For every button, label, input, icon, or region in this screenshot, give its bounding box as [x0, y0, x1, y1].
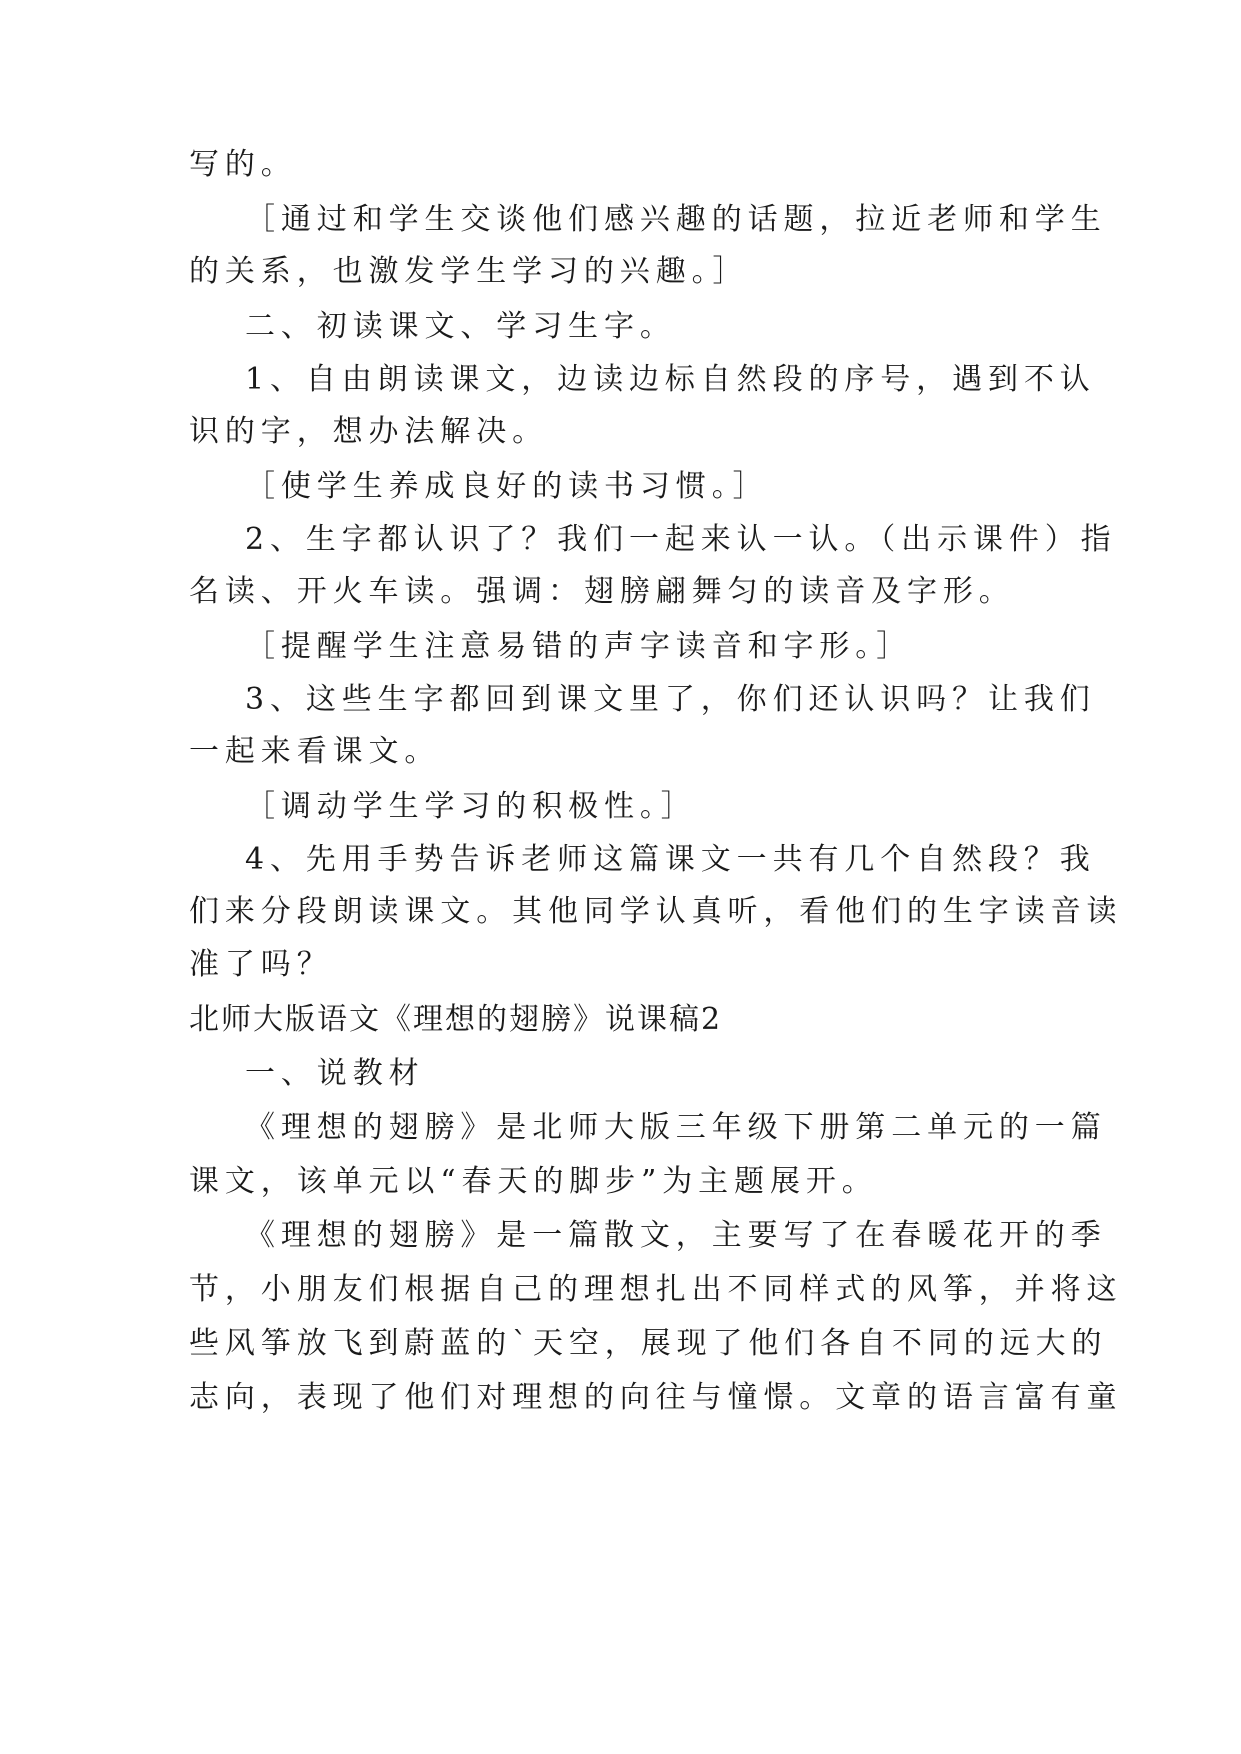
text-line: 课文，该单元以“春天的脚步”为主题展开。 [189, 1164, 878, 1199]
text-line: 《理想的翅膀》是一篇散文，主要写了在春暖花开的季 [245, 1218, 1107, 1253]
text-line: 2、生字都认识了？我们一起来认一认。（出示课件）指 [245, 522, 1117, 557]
text-line: ［通过和学生交谈他们感兴趣的话题，拉近老师和学生 [245, 202, 1107, 237]
text-line: 名读、开火车读。强调：翅膀翩舞匀的读音及字形。 [189, 574, 1015, 609]
text-line: 准了吗？ [189, 947, 333, 982]
text-line: 《理想的翅膀》是北师大版三年级下册第二单元的一篇 [245, 1110, 1107, 1145]
text-line: 3、这些生字都回到课文里了，你们还认识吗？让我们 [245, 682, 1096, 717]
section-heading: 一、说教材 [245, 1056, 425, 1091]
text-line: 节，小朋友们根据自己的理想扎出不同样式的风筝，并将这 [189, 1272, 1123, 1307]
text-line: ［提醒学生注意易错的声字读音和字形。］ [245, 629, 913, 664]
text-line: 的关系，也激发学生学习的兴趣。］ [189, 254, 749, 289]
section-heading: 二、初读课文、学习生字。 [245, 309, 676, 344]
text-line: ［使学生养成良好的读书习惯。］ [245, 469, 769, 504]
text-line: 识的字，想办法解决。 [189, 414, 548, 449]
text-line: 些风筝放飞到蔚蓝的`天空，展现了他们各自不同的远大的 [189, 1326, 1108, 1361]
text-line: 一起来看课文。 [189, 734, 441, 769]
text-line: 志向，表现了他们对理想的向往与憧憬。文章的语言富有童 [189, 1380, 1123, 1415]
text-line: 们来分段朗读课文。其他同学认真听，看他们的生字读音读 [189, 894, 1123, 929]
text-line: ［调动学生学习的积极性。］ [245, 789, 697, 824]
text-line: 4、先用手势告诉老师这篇课文一共有几个自然段？我 [245, 842, 1096, 877]
text-line: 写的。 [189, 147, 297, 182]
text-line: 1、自由朗读课文，边读边标自然段的序号，遇到不认 [245, 362, 1096, 397]
document-title: 北师大版语文《理想的翅膀》说课稿2 [189, 1002, 723, 1037]
